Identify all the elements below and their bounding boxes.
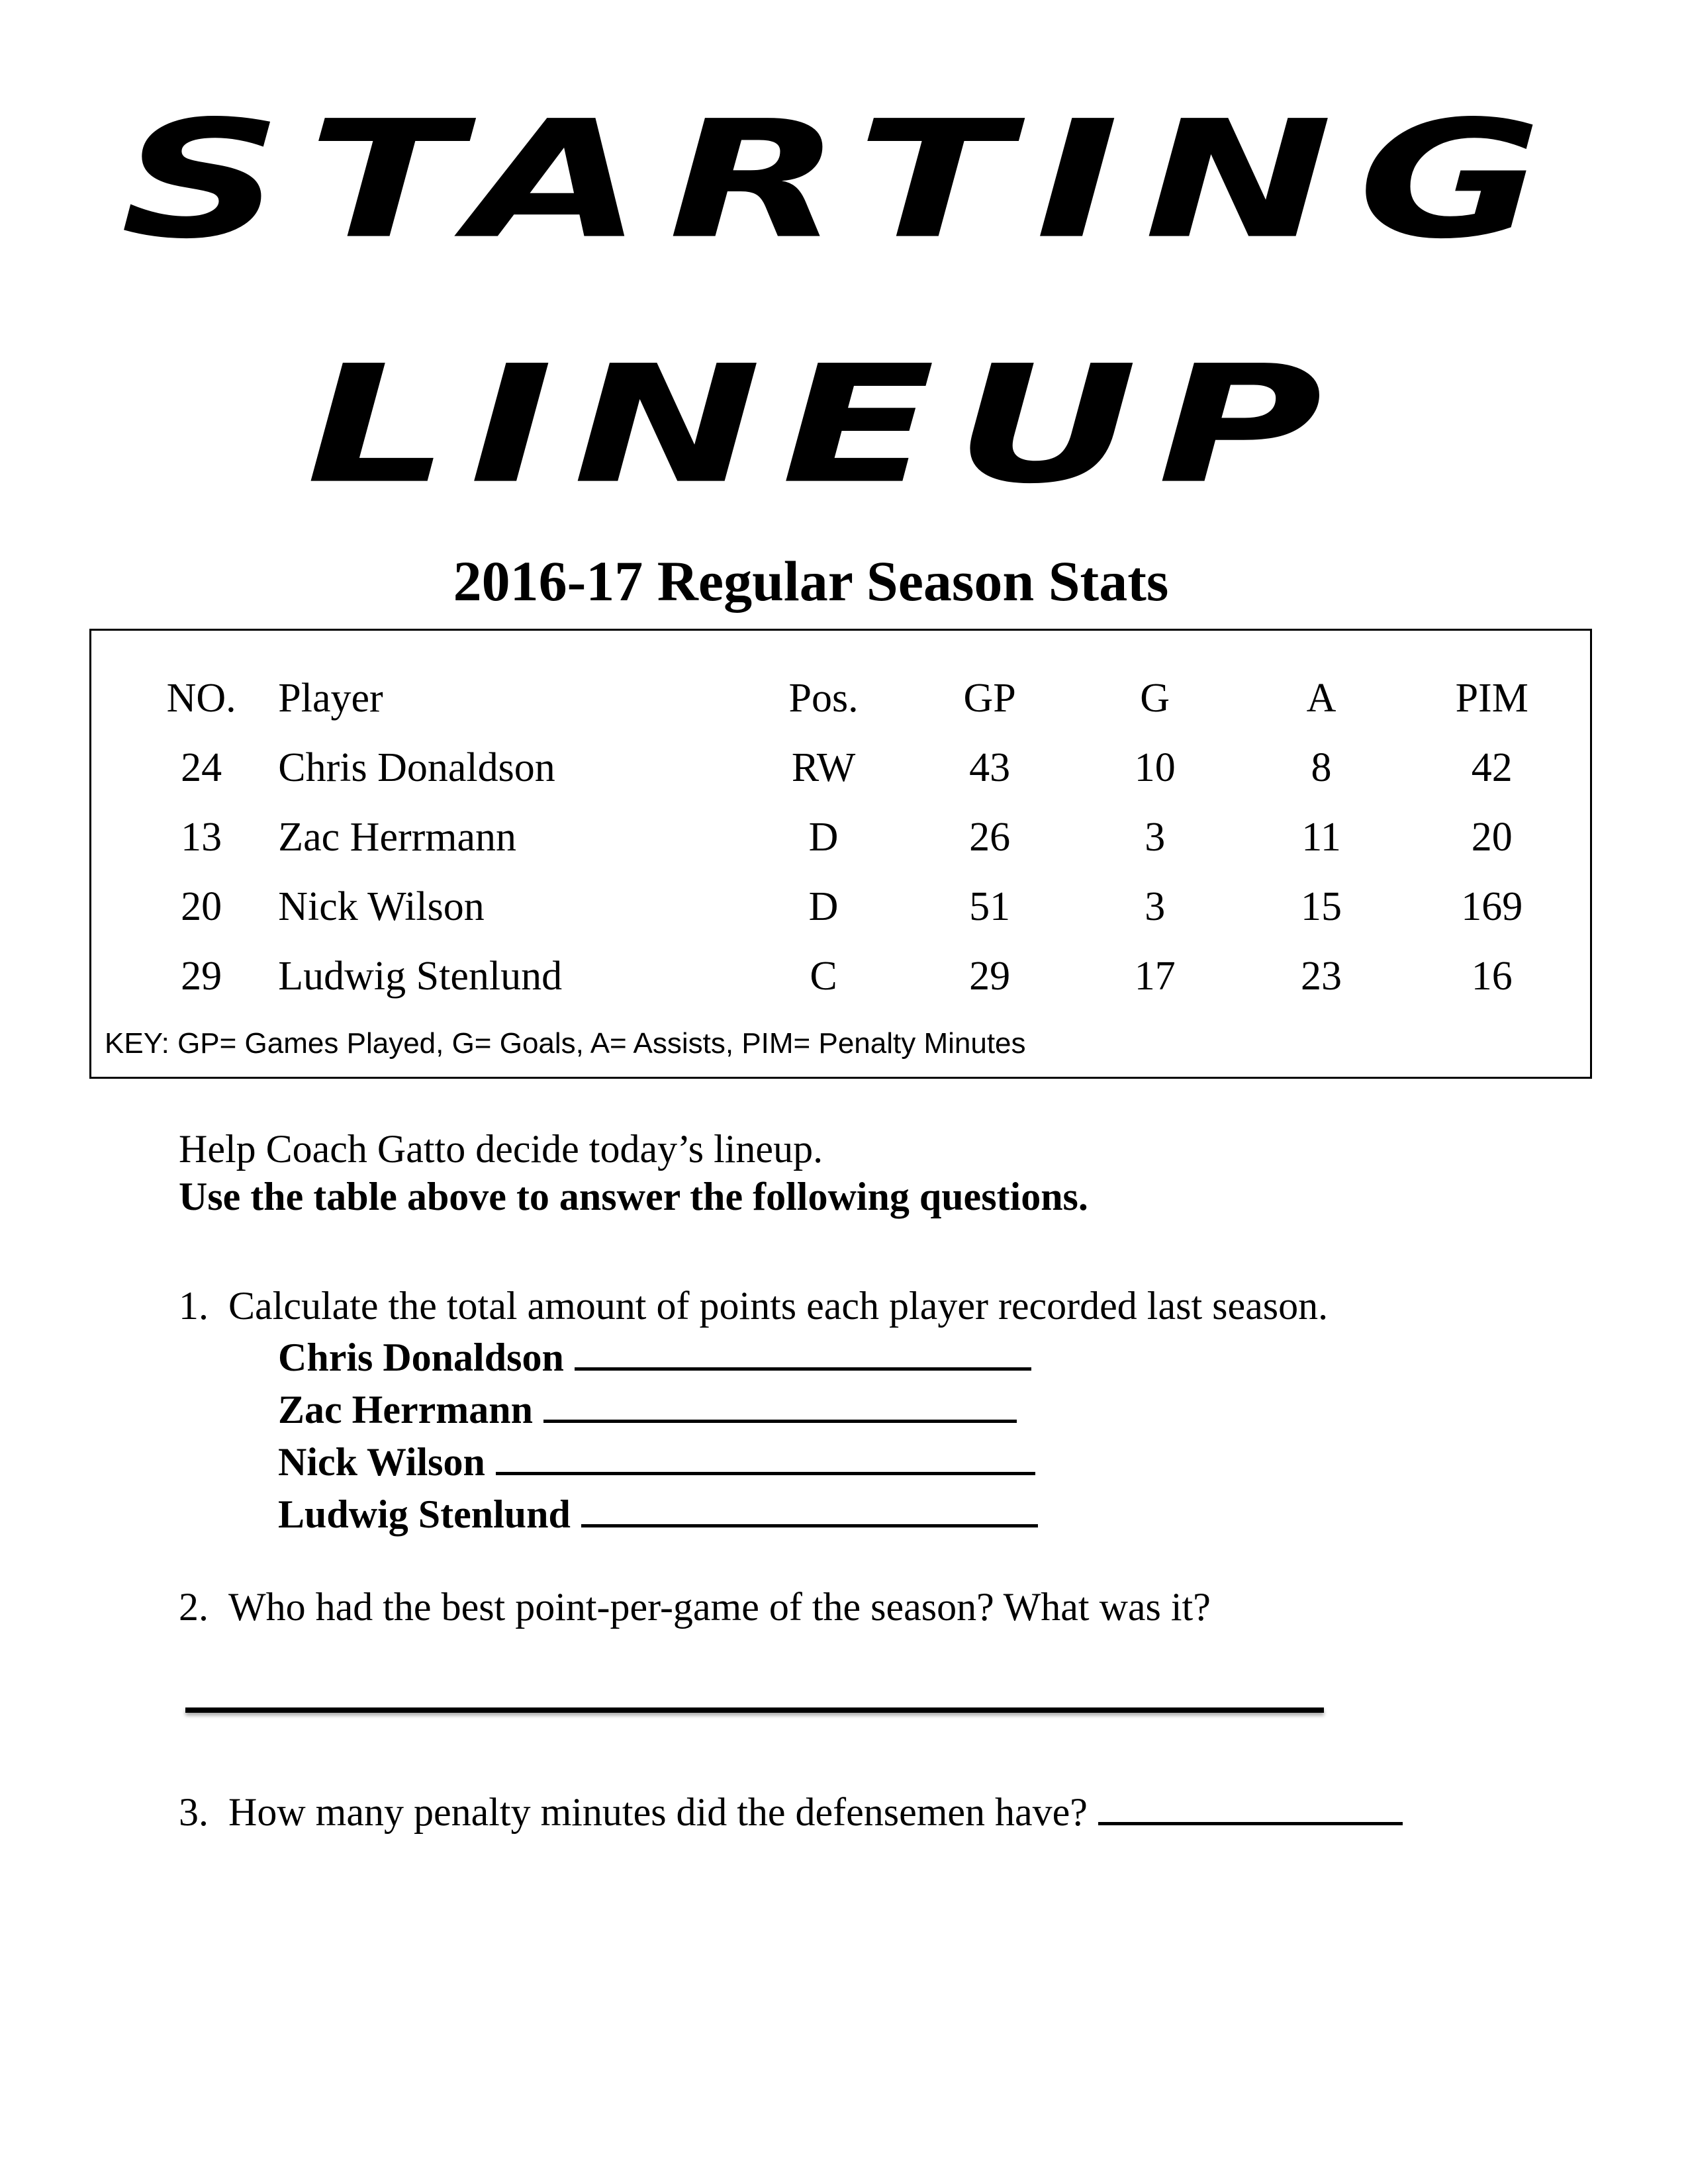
question-text: Who had the best point-per-game of the season? What was it? — [228, 1585, 1211, 1629]
cell-a: 11 — [1301, 815, 1341, 860]
stats-table — [131, 664, 1590, 1011]
cell-g: 3 — [1145, 884, 1166, 929]
cell-pos: RW — [791, 745, 856, 790]
instructions — [179, 1125, 1088, 1220]
cell-player: Ludwig Stenlund — [278, 954, 563, 999]
question-text: How many penalty minutes did the defensemen have? — [228, 1790, 1088, 1834]
cell-gp: 43 — [969, 745, 1011, 790]
answer-label: Ludwig Stenlund — [278, 1492, 571, 1536]
cell-a: 15 — [1301, 884, 1342, 929]
answer-line[interactable] — [185, 1707, 1324, 1713]
cell-pim: 16 — [1471, 954, 1513, 999]
question-1-answers — [278, 1330, 1038, 1539]
question-number: 3. — [179, 1790, 209, 1834]
cell-pim: 42 — [1471, 745, 1513, 790]
cell-player: Nick Wilson — [278, 884, 485, 929]
title-line-2: LINEUP — [306, 330, 1342, 520]
cell-pim: 169 — [1461, 884, 1523, 929]
cell-pos: C — [810, 954, 837, 999]
column-header-g: G — [1140, 676, 1170, 721]
stats-table-box — [89, 629, 1592, 1079]
column-header-no: NO. — [166, 676, 236, 721]
question-3 — [179, 1787, 1403, 1837]
table-header-row — [131, 664, 1590, 733]
cell-a: 23 — [1301, 954, 1342, 999]
cell-g: 3 — [1145, 815, 1166, 860]
answer-blank[interactable] — [1098, 1789, 1403, 1825]
table-row — [131, 733, 1590, 803]
answer-row — [278, 1487, 1038, 1539]
question-number: 2. — [179, 1585, 209, 1629]
answer-blank[interactable] — [581, 1487, 1038, 1527]
question-text: Calculate the total amount of points each player recorded last season. — [228, 1284, 1329, 1328]
answer-row — [278, 1383, 1038, 1435]
column-header-gp: GP — [963, 676, 1016, 721]
question-2 — [179, 1582, 1211, 1632]
question-1 — [179, 1281, 1328, 1331]
answer-label: Zac Herrmann — [278, 1388, 533, 1432]
answer-blank[interactable] — [496, 1435, 1035, 1475]
cell-g: 17 — [1134, 954, 1176, 999]
cell-no: 24 — [181, 745, 222, 790]
cell-player: Zac Herrmann — [278, 815, 517, 860]
column-header-pos: Pos. — [788, 676, 859, 721]
cell-a: 8 — [1311, 745, 1332, 790]
answer-label: Chris Donaldson — [278, 1336, 564, 1379]
column-header-pim: PIM — [1455, 676, 1528, 721]
intro-line: Help Coach Gatto decide today’s lineup. — [179, 1127, 823, 1171]
intro-line-bold: Use the table above to answer the following questions. — [179, 1175, 1088, 1218]
table-row — [131, 803, 1590, 872]
answer-row — [278, 1435, 1038, 1487]
cell-no: 13 — [181, 815, 222, 860]
stats-key: KEY: GP= Games Played, G= Goals, A= Assists, PIM= Penalty Minutes — [105, 1027, 1026, 1060]
table-row — [131, 942, 1590, 1011]
answer-label: Nick Wilson — [278, 1440, 485, 1484]
cell-gp: 51 — [969, 884, 1011, 929]
title-line-1: STARTING — [120, 85, 1568, 275]
cell-no: 29 — [181, 954, 222, 999]
column-header-player: Player — [278, 676, 383, 721]
cell-no: 20 — [181, 884, 222, 929]
cell-g: 10 — [1134, 745, 1176, 790]
cell-pos: D — [808, 815, 839, 860]
column-header-a: A — [1306, 676, 1336, 721]
table-row — [131, 872, 1590, 942]
question-number: 1. — [179, 1284, 209, 1328]
cell-pos: D — [808, 884, 839, 929]
cell-gp: 26 — [969, 815, 1011, 860]
answer-row — [278, 1330, 1038, 1383]
answer-blank[interactable] — [543, 1383, 1017, 1423]
cell-player: Chris Donaldson — [278, 745, 555, 790]
subtitle: 2016-17 Regular Season Stats — [453, 549, 1169, 613]
cell-gp: 29 — [969, 954, 1011, 999]
answer-blank[interactable] — [575, 1330, 1031, 1371]
cell-pim: 20 — [1471, 815, 1513, 860]
